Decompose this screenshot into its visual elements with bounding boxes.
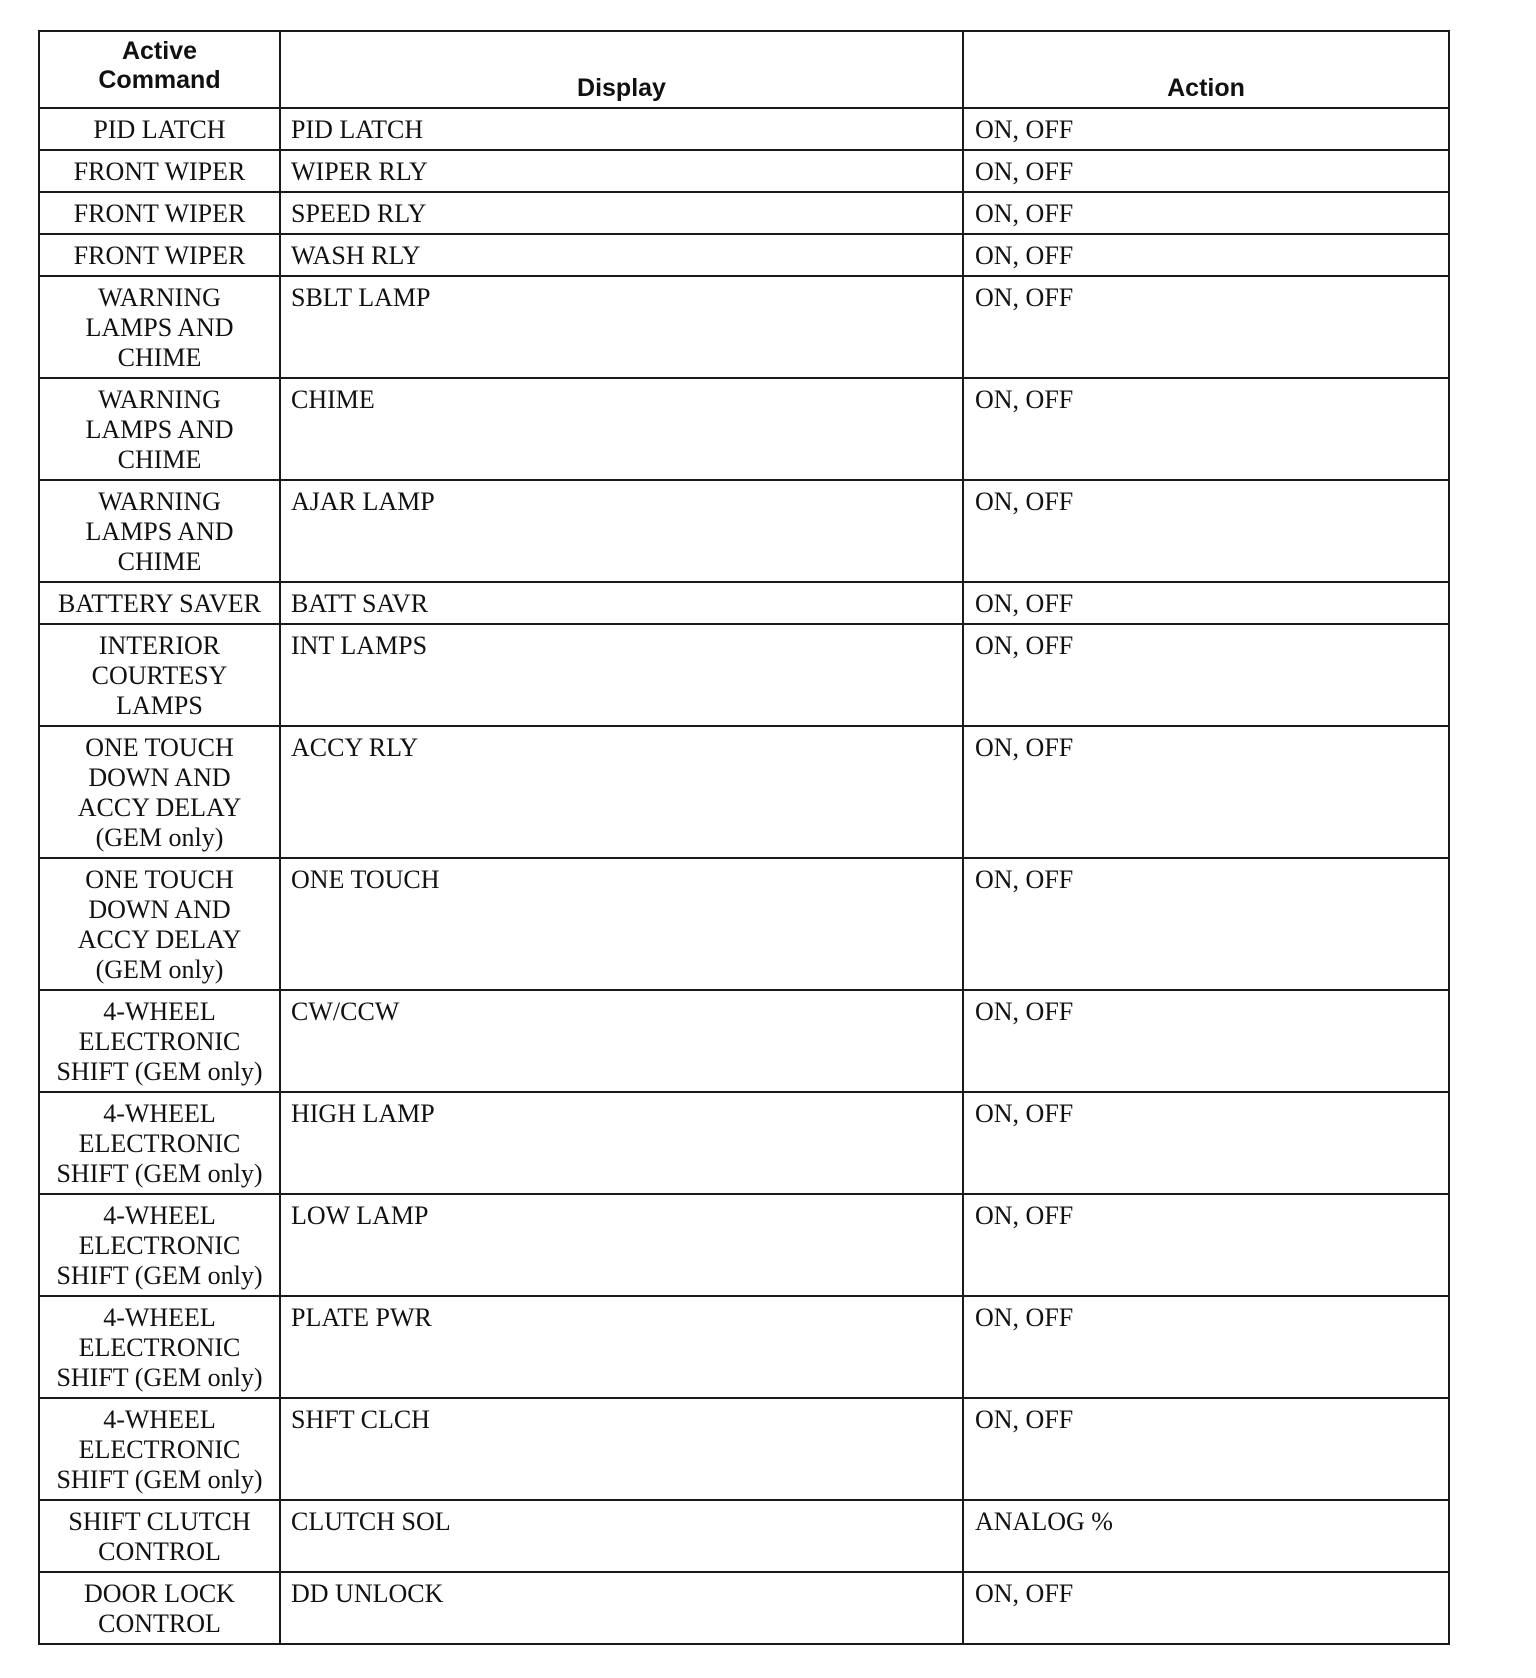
cell-display: ONE TOUCH xyxy=(280,858,963,990)
cell-action: ON, OFF xyxy=(963,480,1449,582)
cell-display: BATT SAVR xyxy=(280,582,963,624)
cell-active-command: 4-WHEEL ELECTRONIC SHIFT (GEM only) xyxy=(39,1194,280,1296)
cell-active-command: 4-WHEEL ELECTRONIC SHIFT (GEM only) xyxy=(39,1092,280,1194)
table-row xyxy=(39,1296,1449,1398)
command-table-container xyxy=(38,30,1448,1645)
cell-display: CW/CCW xyxy=(280,990,963,1092)
cell-display: PLATE PWR xyxy=(280,1296,963,1398)
cell-active-command: BATTERY SAVER xyxy=(39,582,280,624)
cell-display: ACCY RLY xyxy=(280,726,963,858)
cell-action: ON, OFF xyxy=(963,990,1449,1092)
table-header-row xyxy=(39,31,1449,108)
cell-active-command: 4-WHEEL ELECTRONIC SHIFT (GEM only) xyxy=(39,1398,280,1500)
table-row xyxy=(39,1500,1449,1572)
cell-action: ON, OFF xyxy=(963,234,1449,276)
table-row xyxy=(39,378,1449,480)
table-row xyxy=(39,582,1449,624)
cell-display: INT LAMPS xyxy=(280,624,963,726)
cell-action: ON, OFF xyxy=(963,276,1449,378)
cell-action: ON, OFF xyxy=(963,1398,1449,1500)
cell-active-command: INTERIOR COURTESY LAMPS xyxy=(39,624,280,726)
cell-display: HIGH LAMP xyxy=(280,1092,963,1194)
cell-active-command: WARNING LAMPS AND CHIME xyxy=(39,276,280,378)
cell-active-command: FRONT WIPER xyxy=(39,192,280,234)
cell-display: WIPER RLY xyxy=(280,150,963,192)
cell-display: CHIME xyxy=(280,378,963,480)
cell-action: ON, OFF xyxy=(963,858,1449,990)
cell-action: ANALOG % xyxy=(963,1500,1449,1572)
table-row xyxy=(39,150,1449,192)
cell-active-command: 4-WHEEL ELECTRONIC SHIFT (GEM only) xyxy=(39,1296,280,1398)
cell-action: ON, OFF xyxy=(963,1296,1449,1398)
cell-action: ON, OFF xyxy=(963,378,1449,480)
table-row xyxy=(39,1092,1449,1194)
table-row xyxy=(39,480,1449,582)
table-row xyxy=(39,234,1449,276)
cell-active-command: 4-WHEEL ELECTRONIC SHIFT (GEM only) xyxy=(39,990,280,1092)
table-row xyxy=(39,990,1449,1092)
cell-action: ON, OFF xyxy=(963,108,1449,150)
cell-active-command: FRONT WIPER xyxy=(39,234,280,276)
cell-active-command: ONE TOUCH DOWN AND ACCY DELAY (GEM only) xyxy=(39,726,280,858)
cell-action: ON, OFF xyxy=(963,192,1449,234)
table-row xyxy=(39,624,1449,726)
cell-display: SBLT LAMP xyxy=(280,276,963,378)
cell-action: ON, OFF xyxy=(963,150,1449,192)
cell-display: WASH RLY xyxy=(280,234,963,276)
cell-display: PID LATCH xyxy=(280,108,963,150)
header-active-command: Active Command xyxy=(39,31,280,108)
cell-active-command: ONE TOUCH DOWN AND ACCY DELAY (GEM only) xyxy=(39,858,280,990)
cell-active-command: WARNING LAMPS AND CHIME xyxy=(39,378,280,480)
cell-display: AJAR LAMP xyxy=(280,480,963,582)
table-row xyxy=(39,1572,1449,1644)
cell-active-command: FRONT WIPER xyxy=(39,150,280,192)
cell-active-command: WARNING LAMPS AND CHIME xyxy=(39,480,280,582)
table-row xyxy=(39,276,1449,378)
cell-display: LOW LAMP xyxy=(280,1194,963,1296)
header-action: Action xyxy=(963,31,1449,108)
cell-display: CLUTCH SOL xyxy=(280,1500,963,1572)
table-row xyxy=(39,1194,1449,1296)
cell-action: ON, OFF xyxy=(963,1194,1449,1296)
header-display: Display xyxy=(280,31,963,108)
cell-display: SPEED RLY xyxy=(280,192,963,234)
cell-active-command: PID LATCH xyxy=(39,108,280,150)
table-row xyxy=(39,858,1449,990)
cell-action: ON, OFF xyxy=(963,624,1449,726)
table-row xyxy=(39,726,1449,858)
table-row xyxy=(39,192,1449,234)
table-row xyxy=(39,1398,1449,1500)
cell-action: ON, OFF xyxy=(963,1092,1449,1194)
cell-active-command: SHIFT CLUTCH CONTROL xyxy=(39,1500,280,1572)
active-command-table xyxy=(38,30,1450,1645)
cell-action: ON, OFF xyxy=(963,582,1449,624)
cell-display: DD UNLOCK xyxy=(280,1572,963,1644)
table-row xyxy=(39,108,1449,150)
cell-display: SHFT CLCH xyxy=(280,1398,963,1500)
cell-active-command: DOOR LOCK CONTROL xyxy=(39,1572,280,1644)
cell-action: ON, OFF xyxy=(963,1572,1449,1644)
cell-action: ON, OFF xyxy=(963,726,1449,858)
